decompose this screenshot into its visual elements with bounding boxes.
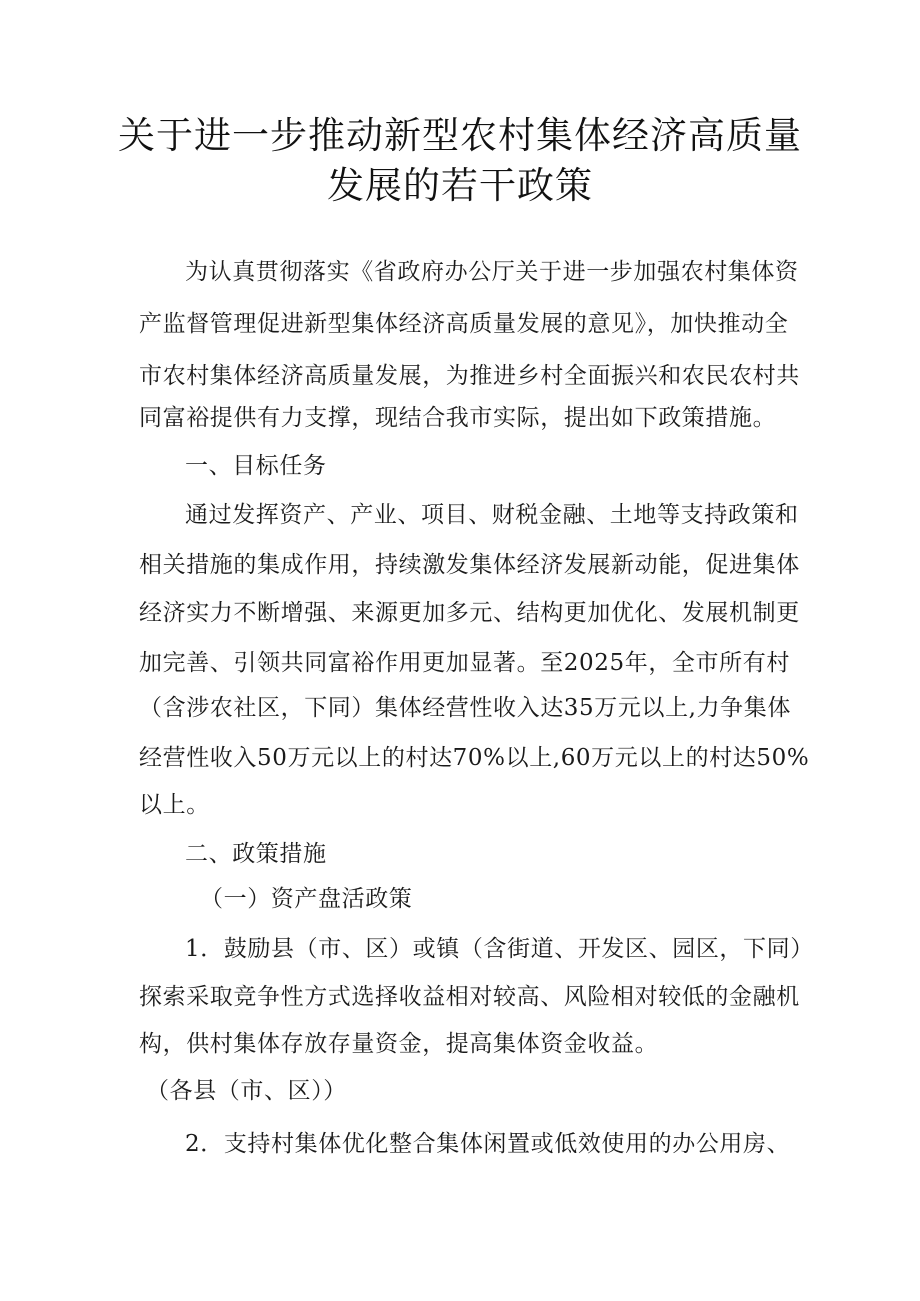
- paragraph-line: 同富裕提供有力支撑，现结合我市实际，提出如下政策措施。: [139, 405, 777, 431]
- paragraph-line: 经营性收入50万元以上的村达70%以上,60万元以上的村达50%: [139, 745, 810, 771]
- paragraph-line: 加完善、引领共同富裕作用更加显著。至2025年，全市所有村: [139, 650, 790, 676]
- paragraph-line: 通过发挥资产、产业、项目、财税金融、土地等支持政策和: [185, 502, 799, 528]
- subsection-heading: （一）资产盘活政策: [200, 886, 413, 912]
- section-heading: 二、政策措施: [185, 841, 327, 867]
- paragraph-line: （含涉农社区，下同）集体经营性收入达35万元以上,力争集体: [139, 695, 791, 721]
- paragraph-line: 相关措施的集成作用，持续激发集体经济发展新动能，促进集体: [139, 552, 800, 578]
- document-title-line-1: 关于进一步推动新型农村集体经济高质量: [118, 114, 802, 157]
- paragraph-line: 构，供村集体存放存量资金，提高集体资金收益。: [139, 1031, 659, 1057]
- paragraph-line: 2．支持村集体优化整合集体闲置或低效使用的办公用房、: [185, 1131, 791, 1157]
- section-heading: 一、目标任务: [185, 453, 327, 479]
- responsible-unit: （各县（市、区））: [146, 1078, 347, 1104]
- paragraph-line: 为认真贯彻落实《省政府办公厅关于进一步加强农村集体资: [185, 259, 799, 285]
- paragraph-line: 探索采取竞争性方式选择收益相对较高、风险相对较低的金融机: [139, 984, 800, 1010]
- paragraph-line: 以上。: [139, 792, 210, 818]
- paragraph-line: 经济实力不断增强、来源更加多元、结构更加优化、发展机制更: [139, 600, 800, 626]
- paragraph-line: 市农村集体经济高质量发展，为推进乡村全面振兴和农民农村共: [139, 363, 800, 389]
- paragraph-line: 1．鼓励县（市、区）或镇（含街道、开发区、园区，下同）: [185, 936, 814, 962]
- paragraph-line: 产监督管理促进新型集体经济高质量发展的意见》，加快推动全: [139, 311, 789, 337]
- document-title-line-2: 发展的若干政策: [327, 164, 593, 207]
